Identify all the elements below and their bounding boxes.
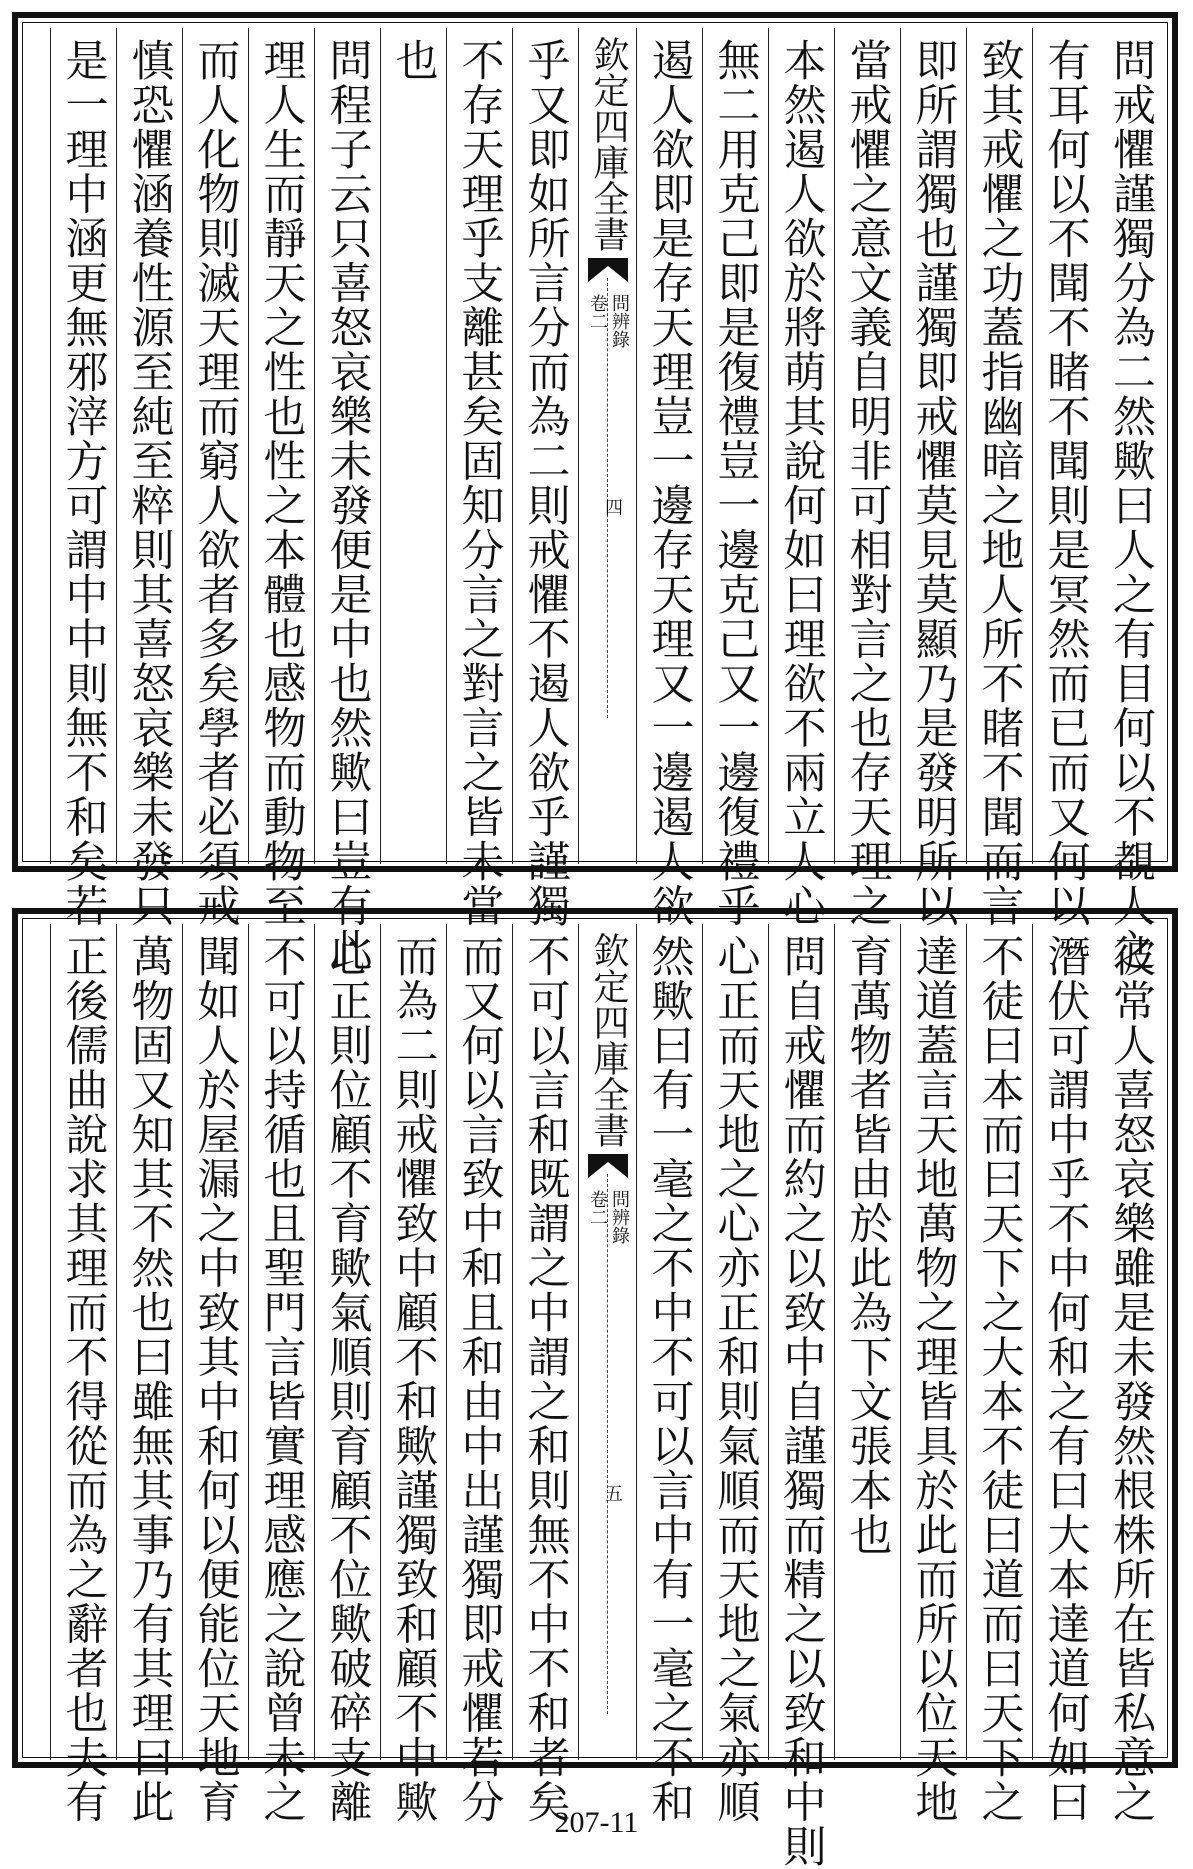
- text-column: 而人化物則滅天理而窮人欲者多矣學者必須戒: [182, 28, 248, 864]
- work-title: 問辨錄: [609, 1190, 630, 1244]
- text-column: 不徒曰本而曰天下之大本不徒曰道而曰天下之: [966, 924, 1032, 1760]
- work-subtitle: [587, 1190, 629, 1244]
- text-column: 本然遏人欲於將萌其說何如曰理欲不兩立人心: [768, 28, 834, 864]
- text-column: 也: [380, 28, 446, 864]
- volume-label: 卷二: [587, 294, 608, 330]
- book-title: 欽定四庫全書: [588, 36, 629, 252]
- text-column: 理人生而靜天之性也性之本體也感物而動物至: [248, 28, 314, 864]
- text-column: 問程子云只喜怒哀樂未發便是中也然歟曰豈有此: [314, 28, 380, 864]
- text-column: 當戒懼之意文義自明非可相對言之也存天理之: [834, 28, 900, 864]
- work-subtitle: [587, 294, 629, 348]
- page-center-strip: [578, 28, 637, 864]
- page-number: 五: [602, 1484, 623, 1502]
- text-column: 問自戒懼而約之以致中自謹獨而精之以致和中則: [768, 924, 834, 1760]
- page-number: 四: [602, 498, 623, 516]
- text-column: 然歟曰有一毫之不中不可以言中有一毫之不和: [636, 924, 702, 1760]
- volume-label: 卷二: [587, 1190, 608, 1226]
- book-title: 欽定四庫全書: [588, 932, 629, 1148]
- divider: [607, 1174, 608, 1714]
- text-column: 萬物固又知其不然也曰雖無其事乃有其理曰此: [116, 924, 182, 1760]
- text-column: 而又何以言致中和且和由中出謹獨即戒懼若分: [446, 924, 512, 1760]
- text-column: 潛伏可謂中乎不中何和之有曰大本達道何如曰: [1032, 924, 1098, 1760]
- text-column: 是一理中涵更無邪滓方可謂中中則無不和矣若: [50, 28, 116, 864]
- text-column: 心正而天地之心亦正和則氣順而天地之氣亦順: [702, 924, 768, 1760]
- text-column: 遏人欲即是存天理豈一邊存天理又一邊遏人欲: [636, 28, 702, 864]
- text-column: 不存天理乎支離甚矣固知分言之對言之皆未當: [446, 28, 512, 864]
- page-top: [12, 12, 1178, 973]
- text-column: 不可以持循也且聖門言皆實理感應之說曾未之: [248, 924, 314, 1760]
- text-column: 達道蓋言天地萬物之理皆具於此而所以位天地: [900, 924, 966, 1760]
- fishtail-ornament-icon: [586, 254, 630, 284]
- text-column: 問戒懼謹獨分為二然歟曰人之有目何以不覩人之: [1106, 38, 1156, 973]
- text-column: 正後儒曲說求其理而不得從而為之辭者也夫有: [50, 924, 116, 1760]
- text-column: 心正則位顧不育歟氣順則育顧不位歟破碎支離: [314, 924, 380, 1760]
- text-column: 彼常人喜怒哀樂雖是未發然根株所在皆私意之: [1106, 934, 1156, 1824]
- work-title: 問辨錄: [609, 294, 630, 348]
- catalog-number: 207-11: [554, 1806, 639, 1839]
- fishtail-ornament-icon: [586, 1150, 630, 1180]
- text-column: 而為二則戒懼致中顧不和歟謹獨致和顧不中歟: [380, 924, 446, 1760]
- text-column: 無二用克己即是復禮豈一邊克己又一邊復禮乎: [702, 28, 768, 864]
- text-column: 致其戒懼之功蓋指幽暗之地人所不睹不聞而言: [966, 28, 1032, 864]
- text-column: 聞如人於屋漏之中致其中和何以便能位天地育: [182, 924, 248, 1760]
- text-column: 育萬物者皆由於此為下文張本也: [834, 924, 900, 1760]
- text-column: 慎恐懼涵養性源至純至粹則其喜怒哀樂未發只: [116, 28, 182, 864]
- text-column: 不可以言和既謂之中謂之和則無不中不和者矣: [512, 924, 578, 1760]
- text-column: 有耳何以不聞不睹不聞則是冥然而已而又何以: [1032, 28, 1098, 864]
- text-column: 乎又即如所言分而為二則戒懼不遏人欲乎謹獨: [512, 28, 578, 864]
- page-center-strip: [578, 924, 637, 1760]
- text-column: 即所謂獨也謹獨即戒懼莫見莫顯乃是發明所以: [900, 28, 966, 864]
